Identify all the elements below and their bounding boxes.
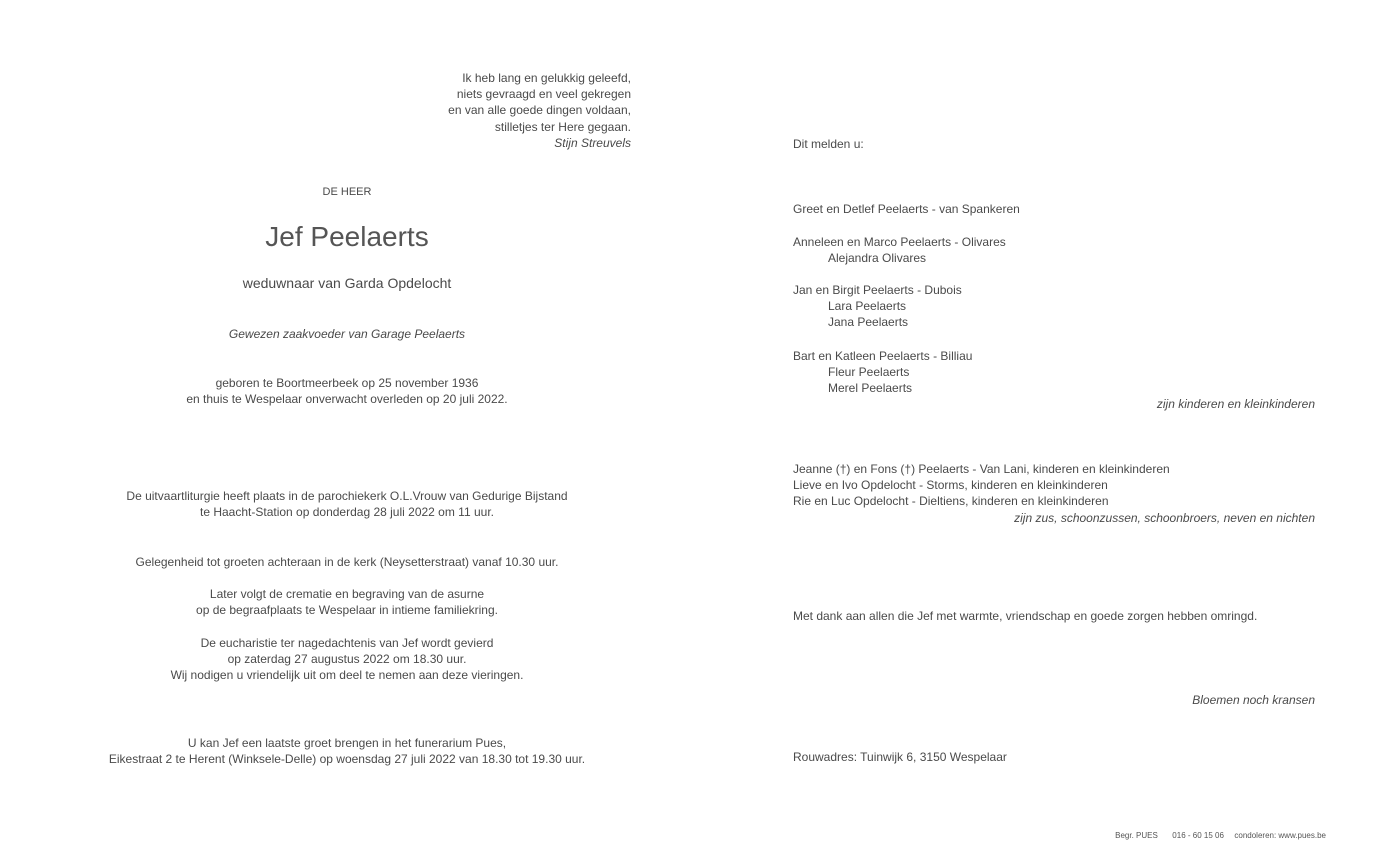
poem-author: Stijn Streuvels — [554, 135, 631, 150]
deceased-occupation: Gewezen zaakvoeder van Garage Peelaerts — [228, 327, 466, 341]
sibling-line: Lieve en Ivo Opdelocht - Storms, kinderen en kleinkinderen — [793, 478, 1108, 493]
cremation-line: op de begraafplaats te Wespelaar in intieme familiekring. — [196, 603, 498, 618]
siblings — [793, 461, 1170, 510]
family-member: Fleur Peelaerts — [828, 365, 910, 380]
family-group — [793, 282, 962, 331]
family-member: Merel Peelaerts — [828, 381, 913, 396]
poem-line: en van alle goede dingen voldaan, — [448, 103, 631, 118]
eucharist-line: Wij nodigen u vriendelijk uit om deel te nemen aan deze vieringen. — [170, 668, 524, 683]
poem-line: niets gevraagd en veel gekregen — [456, 87, 631, 102]
birth-line: geboren te Boortmeerbeek op 25 november 1936 — [215, 376, 479, 390]
family-member: Lara Peelaerts — [828, 299, 907, 314]
liturgy-line: te Haacht-Station op donderdag 28 juli 2022 om 11 uur. — [200, 505, 494, 520]
sibling-line: Jeanne (†) en Fons (†) Peelaerts - Van Lani, kinderen en kleinkinderen — [793, 462, 1170, 476]
funerarium — [47, 735, 647, 767]
deceased-prefix: DE HEER — [322, 186, 372, 198]
family-head: Jan en Birgit Peelaerts - Dubois — [793, 283, 962, 297]
mourning-address: Rouwadres: Tuinwijk 6, 3150 Wespelaar — [793, 750, 1007, 764]
flowers-note: Bloemen noch kransen — [1192, 693, 1315, 707]
family-head: Bart en Katleen Peelaerts - Billiau — [793, 349, 973, 363]
family-head: Anneleen en Marco Peelaerts - Olivares — [793, 235, 1006, 249]
greeting: Gelegenheid tot groeten achteraan in de kerk (Neysetterstraat) vanaf 10.30 uur. — [135, 555, 559, 569]
liturgy-line: De uitvaartliturgie heeft plaats in de parochiekerk O.L.Vrouw van Gedurige Bijstand — [126, 489, 568, 503]
family-group — [793, 348, 972, 397]
eucharist — [47, 635, 647, 684]
family-member: Jana Peelaerts — [828, 315, 909, 330]
family-member: Alejandra Olivares — [828, 251, 927, 266]
cremation — [47, 586, 647, 618]
footer-phone: 016 - 60 15 06 — [1172, 831, 1224, 840]
footer — [1115, 831, 1326, 841]
footer-condolences: condoleren: www.pues.be — [1234, 831, 1326, 840]
poem-line: stilletjes ter Here gegaan. — [494, 119, 631, 134]
poem-line: Ik heb lang en gelukkig geleefd, — [462, 71, 631, 85]
birth-death — [97, 375, 597, 407]
death-line: en thuis te Wespelaar onverwacht overleden op 20 juli 2022. — [186, 392, 508, 407]
poem — [448, 70, 631, 151]
deceased-spouse: weduwnaar van Garda Opdelocht — [242, 275, 452, 291]
footer-undertaker: Begr. PUES — [1115, 831, 1158, 840]
sibling-line: Rie en Luc Opdelocht - Dieltiens, kinderen en kleinkinderen — [793, 494, 1109, 509]
announce-intro: Dit melden u: — [793, 137, 864, 151]
family-group — [793, 234, 1006, 266]
deceased-name: Jef Peelaerts — [265, 221, 429, 252]
funerarium-line: Eikestraat 2 te Herent (Winksele-Delle) op woensdag 27 juli 2022 van 18.30 tot 19.30 uur. — [108, 752, 586, 767]
family-group — [793, 201, 1020, 217]
eucharist-line: op zaterdag 27 augustus 2022 om 18.30 uur. — [227, 652, 467, 667]
thanks: Met dank aan allen die Jef met warmte, vriendschap en goede zorgen hebben omringd. — [793, 609, 1258, 623]
siblings-caption: zijn zus, schoonzussen, schoonbroers, neven en nichten — [1014, 511, 1315, 525]
funerarium-line: U kan Jef een laatste groet brengen in het funerarium Pues, — [187, 736, 507, 750]
eucharist-line: De eucharistie ter nagedachtenis van Jef wordt gevierd — [200, 636, 494, 650]
cremation-line: Later volgt de crematie en begraving van de asurne — [209, 587, 485, 601]
family-head: Greet en Detlef Peelaerts - van Spankeren — [793, 202, 1020, 216]
children-caption: zijn kinderen en kleinkinderen — [1156, 397, 1315, 411]
liturgy — [47, 488, 647, 520]
